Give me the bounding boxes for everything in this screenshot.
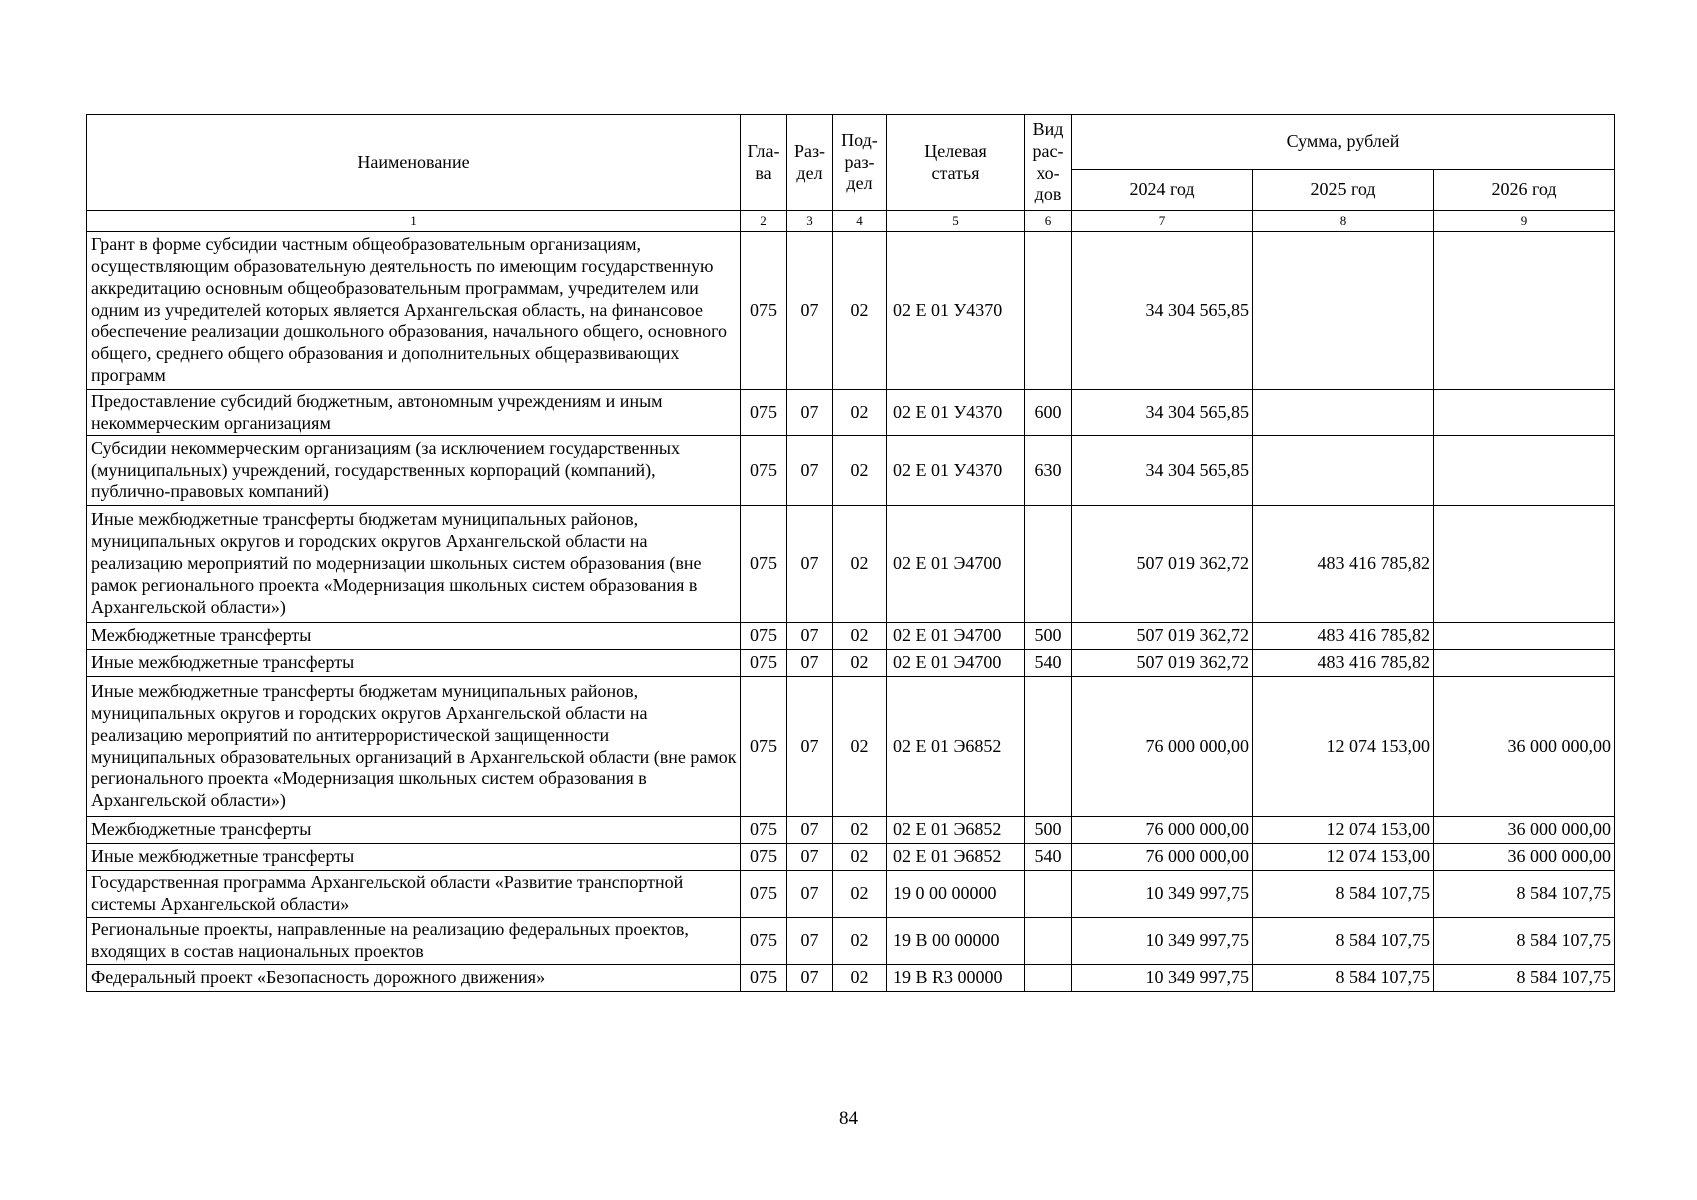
row-name: Иные межбюджетные трансферты бюджетам муниципальных районов, муниципальных округов и городских округов Архангельской области на реализацию мероприятий по антитеррористической защищенности муниципальных образовательных организаций в Архангельской области (вне рамок регионального проекта «Модернизация школьных систем образования в Архангельской области») — [87, 677, 741, 817]
table-row — [87, 965, 1615, 992]
header-section-label: Раз- дел — [793, 140, 826, 183]
row-subsection: 02 — [833, 623, 887, 650]
row-name: Иные межбюджетные трансферты бюджетам муниципальных районов, муниципальных округов и городских округов Архангельской области на реализацию мероприятий по модернизации школьных систем образования (вне рамок регионального проекта «Модернизация школьных систем образования в Архангельской области») — [87, 506, 741, 623]
row-expense-type — [1025, 965, 1072, 992]
row-section: 07 — [787, 918, 833, 965]
row-name: Субсидии некоммерческим организациям (за исключением государственных (муниципальных) учреждений, государственных корпораций (компаний), публично-правовых компаний) — [87, 436, 741, 506]
row-amount-2025: 12 074 153,00 — [1253, 677, 1434, 817]
row-amount-2024: 76 000 000,00 — [1072, 677, 1253, 817]
row-subsection: 02 — [833, 965, 887, 992]
row-chapter: 075 — [741, 506, 787, 623]
table-body — [87, 232, 1615, 992]
row-amount-2024: 76 000 000,00 — [1072, 844, 1253, 871]
header-name: Наименование — [87, 115, 741, 211]
row-section: 07 — [787, 677, 833, 817]
header-year-2026: 2026 год — [1434, 170, 1615, 211]
row-amount-2024: 34 304 565,85 — [1072, 390, 1253, 436]
row-amount-2024: 76 000 000,00 — [1072, 817, 1253, 844]
header-expense-type — [1025, 115, 1072, 211]
row-amount-2025: 483 416 785,82 — [1253, 623, 1434, 650]
column-number: 1 — [87, 211, 741, 232]
row-amount-2025 — [1253, 390, 1434, 436]
row-amount-2024: 34 304 565,85 — [1072, 232, 1253, 390]
row-amount-2026 — [1434, 623, 1615, 650]
row-section: 07 — [787, 871, 833, 918]
row-section: 07 — [787, 623, 833, 650]
row-expense-type — [1025, 918, 1072, 965]
row-subsection: 02 — [833, 871, 887, 918]
row-expense-type — [1025, 871, 1072, 918]
row-amount-2025: 483 416 785,82 — [1253, 650, 1434, 677]
row-subsection: 02 — [833, 506, 887, 623]
row-subsection: 02 — [833, 817, 887, 844]
row-chapter: 075 — [741, 390, 787, 436]
row-chapter: 075 — [741, 871, 787, 918]
row-target-article: 19 В R3 00000 — [887, 965, 1025, 992]
row-target-article: 02 Е 01 У4370 — [887, 390, 1025, 436]
row-amount-2026: 36 000 000,00 — [1434, 677, 1615, 817]
row-name: Региональные проекты, направленные на реализацию федеральных проектов, входящих в состав национальных проектов — [87, 918, 741, 965]
table-row — [87, 232, 1615, 390]
row-amount-2025: 8 584 107,75 — [1253, 965, 1434, 992]
row-amount-2025: 12 074 153,00 — [1253, 844, 1434, 871]
row-amount-2025 — [1253, 436, 1434, 506]
row-target-article: 02 Е 01 Э6852 — [887, 844, 1025, 871]
row-name: Иные межбюджетные трансферты — [87, 844, 741, 871]
row-target-article: 02 Е 01 Э6852 — [887, 677, 1025, 817]
row-expense-type: 500 — [1025, 623, 1072, 650]
header-section — [787, 115, 833, 211]
row-name: Иные межбюджетные трансферты — [87, 650, 741, 677]
row-subsection: 02 — [833, 232, 887, 390]
row-subsection: 02 — [833, 844, 887, 871]
row-section: 07 — [787, 390, 833, 436]
row-name: Межбюджетные трансферты — [87, 623, 741, 650]
table-row — [87, 918, 1615, 965]
header-year-2025: 2025 год — [1253, 170, 1434, 211]
table-row — [87, 650, 1615, 677]
budget-table — [86, 114, 1615, 992]
column-number: 3 — [787, 211, 833, 232]
row-chapter: 075 — [741, 965, 787, 992]
row-expense-type: 630 — [1025, 436, 1072, 506]
row-target-article: 19 В 00 00000 — [887, 918, 1025, 965]
table-row — [87, 844, 1615, 871]
row-subsection: 02 — [833, 650, 887, 677]
row-amount-2026 — [1434, 232, 1615, 390]
row-section: 07 — [787, 965, 833, 992]
row-expense-type: 540 — [1025, 650, 1072, 677]
row-name: Федеральный проект «Безопасность дорожного движения» — [87, 965, 741, 992]
table-row — [87, 677, 1615, 817]
page-number: 84 — [839, 1108, 858, 1129]
row-amount-2026: 36 000 000,00 — [1434, 844, 1615, 871]
row-amount-2025: 12 074 153,00 — [1253, 817, 1434, 844]
header-subsection — [833, 115, 887, 211]
row-name: Межбюджетные трансферты — [87, 817, 741, 844]
row-target-article: 02 Е 01 Э6852 — [887, 817, 1025, 844]
row-target-article: 02 Е 01 Э4700 — [887, 650, 1025, 677]
row-amount-2026: 8 584 107,75 — [1434, 965, 1615, 992]
row-amount-2026 — [1434, 390, 1615, 436]
header-chapter-label: Гла- ва — [747, 140, 780, 183]
header-target-article — [887, 115, 1025, 211]
header-subsection-label: Под- раз- дел — [841, 130, 878, 194]
row-target-article: 19 0 00 00000 — [887, 871, 1025, 918]
table-row — [87, 817, 1615, 844]
row-section: 07 — [787, 817, 833, 844]
row-subsection: 02 — [833, 677, 887, 817]
row-section: 07 — [787, 844, 833, 871]
row-chapter: 075 — [741, 436, 787, 506]
row-section: 07 — [787, 650, 833, 677]
row-expense-type — [1025, 232, 1072, 390]
row-expense-type: 500 — [1025, 817, 1072, 844]
row-amount-2024: 10 349 997,75 — [1072, 871, 1253, 918]
column-number: 7 — [1072, 211, 1253, 232]
row-chapter: 075 — [741, 623, 787, 650]
row-chapter: 075 — [741, 232, 787, 390]
row-name: Государственная программа Архангельской области «Развитие транспортной системы Архангельской области» — [87, 871, 741, 918]
row-section: 07 — [787, 436, 833, 506]
row-amount-2024: 10 349 997,75 — [1072, 918, 1253, 965]
row-expense-type: 540 — [1025, 844, 1072, 871]
row-name: Предоставление субсидий бюджетным, автономным учреждениям и иным некоммерческим организациям — [87, 390, 741, 436]
row-chapter: 075 — [741, 677, 787, 817]
table-header — [87, 115, 1615, 232]
row-amount-2024: 507 019 362,72 — [1072, 623, 1253, 650]
row-chapter: 075 — [741, 650, 787, 677]
row-amount-2024: 10 349 997,75 — [1072, 965, 1253, 992]
table-row — [87, 436, 1615, 506]
header-amount: Сумма, рублей — [1072, 115, 1615, 170]
row-chapter: 075 — [741, 918, 787, 965]
table-row — [87, 506, 1615, 623]
row-amount-2024: 34 304 565,85 — [1072, 436, 1253, 506]
row-amount-2026 — [1434, 436, 1615, 506]
header-target-article-label: Целевая статья — [924, 140, 987, 183]
column-number: 9 — [1434, 211, 1615, 232]
row-expense-type — [1025, 677, 1072, 817]
row-target-article: 02 Е 01 Э4700 — [887, 506, 1025, 623]
row-subsection: 02 — [833, 918, 887, 965]
header-expense-type-label: Вид рас- хо- дов — [1032, 119, 1064, 205]
table-row — [87, 623, 1615, 650]
row-amount-2026: 8 584 107,75 — [1434, 871, 1615, 918]
row-amount-2025: 483 416 785,82 — [1253, 506, 1434, 623]
row-amount-2026 — [1434, 650, 1615, 677]
row-expense-type — [1025, 506, 1072, 623]
row-amount-2026: 36 000 000,00 — [1434, 817, 1615, 844]
column-number: 4 — [833, 211, 887, 232]
row-chapter: 075 — [741, 817, 787, 844]
row-name: Грант в форме субсидии частным общеобразовательным организациям, осуществляющим образовательную деятельность по имеющим государственную аккредитацию основным общеобразовательным программам, учредителем или одним из учредителей которых является Архангельская область, на финансовое обеспечение реализации дошкольного образования, начального общего, основного общего, среднего общего образования и дополнительных общеразвивающих программ — [87, 232, 741, 390]
row-target-article: 02 Е 01 У4370 — [887, 232, 1025, 390]
row-target-article: 02 Е 01 Э4700 — [887, 623, 1025, 650]
row-amount-2025: 8 584 107,75 — [1253, 871, 1434, 918]
column-number: 6 — [1025, 211, 1072, 232]
row-subsection: 02 — [833, 390, 887, 436]
row-amount-2026: 8 584 107,75 — [1434, 918, 1615, 965]
table-row — [87, 390, 1615, 436]
row-section: 07 — [787, 232, 833, 390]
row-chapter: 075 — [741, 844, 787, 871]
row-target-article: 02 Е 01 У4370 — [887, 436, 1025, 506]
column-number: 5 — [887, 211, 1025, 232]
header-chapter — [741, 115, 787, 211]
row-subsection: 02 — [833, 436, 887, 506]
row-amount-2026 — [1434, 506, 1615, 623]
row-amount-2024: 507 019 362,72 — [1072, 650, 1253, 677]
table-row — [87, 871, 1615, 918]
row-amount-2025 — [1253, 232, 1434, 390]
header-year-2024: 2024 год — [1072, 170, 1253, 211]
row-expense-type: 600 — [1025, 390, 1072, 436]
row-amount-2025: 8 584 107,75 — [1253, 918, 1434, 965]
row-amount-2024: 507 019 362,72 — [1072, 506, 1253, 623]
column-number: 2 — [741, 211, 787, 232]
column-number: 8 — [1253, 211, 1434, 232]
row-section: 07 — [787, 506, 833, 623]
